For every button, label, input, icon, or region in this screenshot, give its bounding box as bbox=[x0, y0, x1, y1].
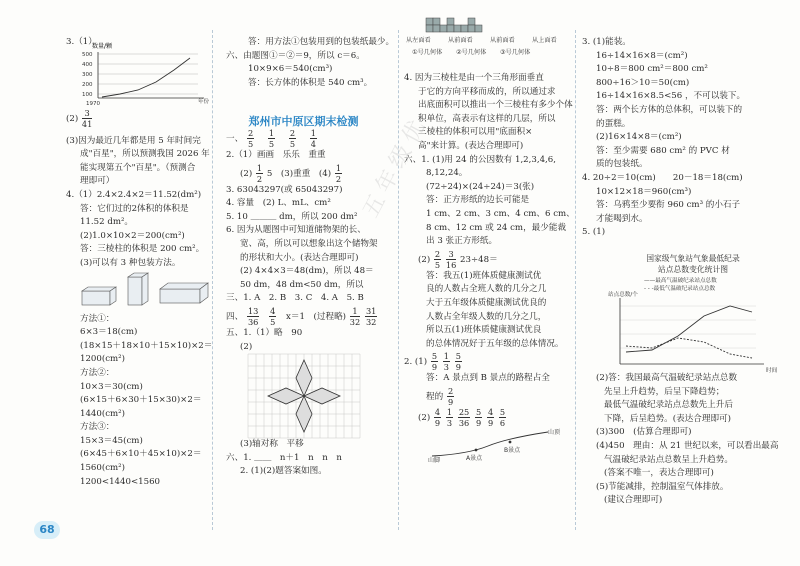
fraction: $\frac{13}{36}$ bbox=[247, 305, 259, 327]
fraction: $\frac{4}{5}$ bbox=[270, 305, 276, 327]
view-label: 从前面看 bbox=[448, 37, 473, 44]
packaging-boxes-figure bbox=[78, 271, 218, 311]
series-max-temp bbox=[626, 306, 752, 352]
solid-label: ①号几何体 bbox=[412, 49, 443, 56]
svg-text:500: 500 bbox=[82, 51, 93, 58]
fraction: $\frac{5}{6}$ bbox=[499, 406, 506, 428]
column-4: 3. (1)能装。 16÷14×16×8＝(cm²) 10÷8＝800 cm²＝800 cm² 800÷16＞10＝50(cm) 16÷14×16×8.5<56 ，不可以装下。 答：两个长方体的总体积，可以装下的 的蛋糕。 (2)16×14×8＝(cm²) 答：至少需要 680 cm² 的 PVC 材 质的包装纸。 4. 20÷2＝10(cm) 20－18＝18(cm) 10×12×18＝960(cm³) 答：乌鸦至少要衔 960 cm³ 的小石子 才能喝到水。 5. (1) bbox=[582, 37, 746, 238]
map-label: A景点 bbox=[466, 454, 483, 462]
q3-line-chart bbox=[80, 42, 220, 107]
q3-1-label: 3.（1） bbox=[66, 37, 97, 47]
q4: 4.（1）2.4×2.4×2＝11.52(dm²) 答：它们过的2体积的体积是 11.52 dm²。 (2)1.0×10×2＝200(cm²) 答：三棱柱的体积是 200 cm²。 (3)可以有 3 种包装方法。 bbox=[66, 189, 205, 268]
fraction: $\frac{5}{9}$ bbox=[431, 351, 438, 373]
chart-ylabel: 站点总数/个 bbox=[608, 292, 638, 298]
q3-2: (2) $\frac{3}{41}$ bbox=[66, 107, 93, 129]
column-2-body: 一、 $\frac{2}{5}$ $\frac{1}{5}$ $\frac{2}{5}$ $\frac{1}{4}$ 2.（1）画画 乐乐 重重 (2) $\frac{1}{2}$ 5 (3)重重 (4) $\frac{1}{2}$ 3. 63043297(或 65043297) 4. 容量 (2) L、mL、cm² 5. 10 ＿＿＿ dm，所以 200 dm² 6. 因为从题图中可知道储物架的长、 宽、高，所以可以想象出这个储物架 的形状和大小。(表达合理即可) (2) 4×4×3＝48(dm)，所以 48＝ 50 dm，48 dm<50 dm，所以 三、1. A 2. B 3. C 4. A 5. B 四、 $\frac{13}{36}$ $\frac{4}{5}$ x＝1 (过程略) $\frac{1}{32}$ $\frac{31}{32}$ 五、1.（1）略 90 (2) (3)轴对称 平移 六、1. ＿＿ n＋1 n n n 2. (1)(2)题答案如图。 bbox=[226, 128, 394, 479]
fraction: $\frac{2}{5}$ bbox=[434, 248, 441, 270]
fraction: $\frac{1}{3}$ bbox=[446, 406, 453, 428]
watermark: 五年级优 bbox=[358, 111, 434, 222]
view-label: 从上面看 bbox=[532, 37, 557, 44]
weather-records-chart bbox=[606, 276, 786, 378]
fraction: $\frac{1}{3}$ bbox=[443, 351, 450, 373]
chart-xlabel: 年份 bbox=[198, 98, 210, 105]
svg-text:200: 200 bbox=[82, 81, 93, 88]
fraction: $\frac{4}{9}$ bbox=[434, 406, 441, 428]
svg-text:400: 400 bbox=[82, 61, 93, 68]
symmetry-grid-figure bbox=[248, 354, 360, 438]
fraction: $\frac{2}{5}$ bbox=[247, 128, 254, 149]
column-divider bbox=[398, 30, 399, 530]
fraction: $\frac{1}{5}$ bbox=[268, 128, 275, 149]
fraction: $\frac{31}{32}$ bbox=[365, 305, 377, 327]
legend-item: ——最高气温破纪录站点总数 bbox=[644, 278, 717, 284]
svg-text:1970: 1970 bbox=[86, 100, 100, 107]
three-views-figure bbox=[404, 16, 572, 72]
chart-xlabel: 时间 bbox=[766, 368, 778, 374]
view-label: 从前面看 bbox=[490, 37, 515, 44]
fraction: $\frac{1}{32}$ bbox=[349, 305, 361, 327]
fraction: $\frac{1}{4}$ bbox=[310, 128, 317, 149]
chart-ylabel: 数量/颗 bbox=[92, 42, 113, 50]
solid-label: ③号几何体 bbox=[500, 49, 531, 56]
section-one: 一、 $\frac{2}{5}$ $\frac{1}{5}$ $\frac{2}{5}$ $\frac{1}{4}$ bbox=[226, 128, 317, 149]
column-divider bbox=[575, 30, 576, 530]
section-four: 四、 $\frac{13}{36}$ $\frac{4}{5}$ x＝1 (过程略) $\frac{1}{32}$ $\frac{31}{32}$ bbox=[226, 305, 377, 327]
page-number: 68 bbox=[34, 521, 60, 539]
column-2: 答：用方法①包装用到的包装纸最少。 六、由题图①＝②＝9，所以 c＝6。 10×9×6＝540(cm³) 答：长方体的体积是 540 cm³。 bbox=[226, 37, 395, 88]
section-six: 六、1. (1)用 24 的公因数有 1,2,3,4,6, 8,12,24。 (72÷24)×(24÷24)＝3(张) 答：正方形纸的边长可能是 1 cm、2 cm、3 cm、4 cm、6 cm、 8 cm、12 cm 或 24 cm，最少能裁 出 3 张正方形纸。 bbox=[404, 154, 575, 247]
column-1 bbox=[66, 36, 213, 489]
mountain-route-figure bbox=[428, 428, 568, 462]
section-title: 郑州市中原区期末检测 bbox=[248, 115, 359, 128]
svg-text:300: 300 bbox=[82, 71, 93, 78]
fraction: $\frac{5}{9}$ bbox=[475, 406, 482, 428]
methods: 方法①： 6×3＝18(cm) (18×15＋18×10＋15×10)×2＝ 1200(cm²) 方法②： 10×3＝30(cm) (6×15＋6×30＋15×30)×2＝ 1440(cm²) 方法③： 15×3＝45(cm) (6×45＋6×10＋45×10)×2＝ 1560(cm²) 1200<1440<1560 bbox=[80, 313, 213, 487]
fraction: $\frac{5}{9}$ bbox=[455, 351, 461, 373]
answer-block: 答：我五(1)班体质健康测试优 良的人数占全班人数的几分之几 大于五年级体质健康测试优良的 人数占全年级人数的几分之几， 所以五(1)班体质健康测试优良 的总体情况好于五年级的总体情况。 bbox=[426, 270, 564, 349]
fraction: $\frac{1}{2}$ bbox=[335, 162, 342, 184]
fraction: $\frac{4}{9}$ bbox=[487, 406, 494, 428]
fraction: $\frac{1}{2}$ bbox=[256, 162, 263, 184]
view-label: 从左面看 bbox=[406, 37, 431, 44]
map-label: 山顶 bbox=[548, 428, 561, 436]
fraction: $\frac{25}{36}$ bbox=[458, 406, 470, 428]
solid-label: ②号几何体 bbox=[456, 49, 487, 56]
q4-explanation: 4. 因为三棱柱是由一个三角形面垂直 于它的方向平移而成的，所以通过求 出底面积可以推出一个三棱柱有多少个体 积单位，高表示有这样的几层，所以 三棱柱的体积可以用"底面积× 高"来计算。(表达合理即可) bbox=[404, 73, 573, 151]
map-label: B景点 bbox=[504, 446, 521, 454]
map-label: 山脚 bbox=[428, 456, 441, 464]
fraction: $\frac{3}{16}$ bbox=[445, 248, 457, 270]
fraction: $\frac{3}{41}$ bbox=[81, 107, 93, 129]
legend-item: - - -最低气温破纪录站点总数 bbox=[644, 286, 716, 292]
column-4-bottom: (2)答：我国最高气温破纪录站点总数 先呈上升趋势，后呈下降趋势； 最低气温破纪录站点总数先上升后 下降，后呈趋势。(表达合理即可) (3)300 (估算合理即可) (4)450 理由：从 21 世纪以来，可以看出最高 气温破纪录站点总数呈上升趋势。 (答案不唯一，表达合理即可) (5)节能减排，控制温室气体排放。 (建议合理即可) bbox=[596, 373, 779, 506]
svg-text:100: 100 bbox=[82, 91, 93, 98]
fraction: $\frac{2}{5}$ bbox=[289, 128, 296, 149]
fraction: $\frac{2}{9}$ bbox=[447, 385, 454, 407]
chart-title: 国家级气象站气象最低纪录 站点总数变化统计图 bbox=[646, 254, 740, 274]
column-3: 从左面看 从前面看 从前面看 从上面看 ①号几何体 ②号几何体 ③号几何体 4. 因为三棱柱是由一个三角形面垂直 于它的方向平移而成的，所以通过求 出底面积可以推出一个三棱柱有多少个体 积单位，高表示有这样的几层，所以 三棱柱的体积可以用"底面积× 高"来计算。(表达合理即可) 六、1. (1)用 24 的公因数有 1,2,3,4,6, 8,12,24。 (72÷24)×(24÷24)＝3(张) 答：正方形纸的边长可能是 1 cm、2 cm、3 cm、4 cm、6 cm、 8 cm、12 cm 或 24 cm，最少能裁 出 3 张正方形纸。 (2) $\frac{2}{5}$ $\frac{3}{16}$ 23÷48＝ 答：我五(1)班体质健康测试优 良的人数占全班人数的几分之几 大于五年级体质健康测试优良的 人数占全年级人数的几分之几， 所以五(1)班体质健康测试优良 的总体情况好于五年级的总体情况。 2. (1) $\frac{5}{9}$ $\frac{1}{3}$ $\frac{5}{9}$ 答：A 景点到 B 景点的路程占全 程的 $\frac{2}{9}$ (2) $\frac{4}{9}$ $\frac{1}{3}$ $\frac{25}{36}$ $\frac{5}{9}$ $\frac{4}{9}$ $\frac{5}{6}$ 山脚 A景点 B景点 山顶 bbox=[404, 36, 572, 462]
q3-3: (3)因为最近几年都是用 5 年时间完 成"百星"，所以预测我国 2026 年 能实现第五个"百星"。（预测合 理即可） bbox=[66, 135, 210, 187]
